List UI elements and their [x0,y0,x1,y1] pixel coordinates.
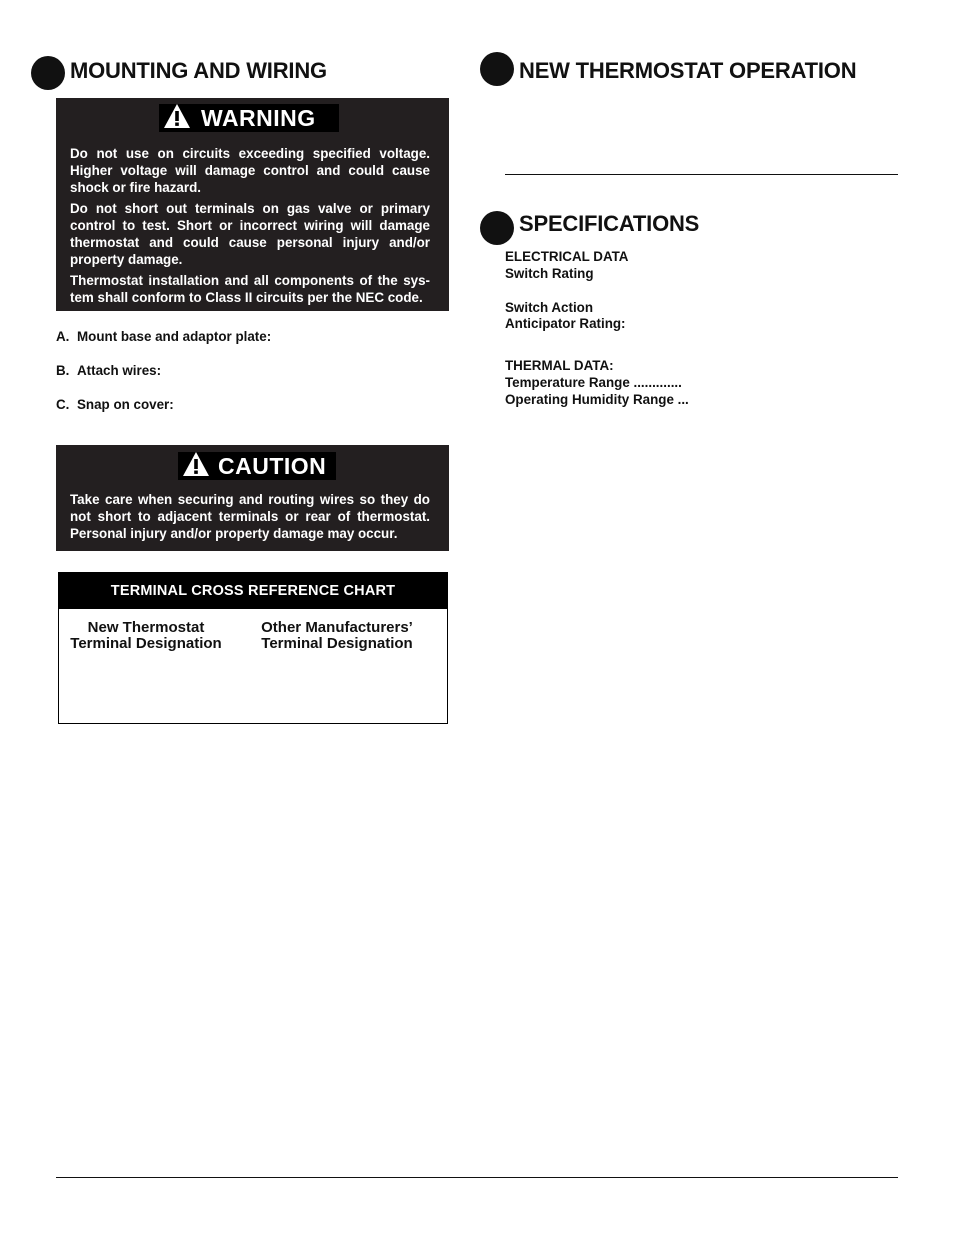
warning-paragraph: Thermostat installation and all components of the sys-tem shall conform to Class II circuits per the NEC code. [70,273,430,305]
warning-text [70,145,430,310]
step-text: Mount base and adaptor plate: [77,329,272,344]
spec-electrical-header: ELECTRICAL DATA [505,249,629,264]
section-divider [505,174,898,175]
step-text: Attach wires: [77,363,162,378]
step-letter: C. [56,397,70,412]
warning-paragraph: Do not use on circuits exceeding specified voltage. Higher voltage will damage control and could cause shock or fire hazard. [70,146,430,195]
spec-thermal-header: THERMAL DATA: [505,358,614,373]
step-c [56,396,174,413]
spec-anticipator-rating: Anticipator Rating: [505,316,626,331]
caution-icon [182,451,210,482]
step-text: Snap on cover: [77,397,174,412]
section-bullet-mounting [31,56,65,90]
chart-column-other-manufacturers [251,620,423,652]
footer-rule [56,1177,898,1178]
spec-temperature-range: Temperature Range ............. [505,375,682,390]
step-letter: B. [56,363,70,378]
step-b [56,362,161,379]
spec-humidity-range: Operating Humidity Range ... [505,392,689,407]
spec-switch-rating: Switch Rating [505,266,594,281]
warning-label: WARNING [201,105,316,131]
section-title-operation: NEW THERMOSTAT OPERATION [519,58,857,83]
column-header-line: Terminal Designation [261,635,413,652]
terminal-cross-reference-chart [58,572,448,724]
caution-text: Take care when securing and routing wires so they do not short to adjacent terminals or rear of thermostat. Personal injury and/or property damage may occur. [70,492,430,541]
spec-switch-action: Switch Action [505,300,594,315]
warning-box [56,98,449,311]
chart-column-new-thermostat [65,620,227,652]
section-bullet-operation [480,52,514,86]
caution-box [56,445,449,551]
section-title-specifications: SPECIFICATIONS [519,211,700,236]
step-a [56,328,271,345]
warning-banner [159,104,339,132]
column-header-line: New Thermostat [87,619,205,636]
section-title-mounting: MOUNTING AND WIRING [70,58,327,83]
warning-paragraph: Do not short out terminals on gas valve or primary control to test. Short or incorrect wiring will damage thermostat and could cause personal injury and/or property damage. [70,201,430,267]
warning-icon [163,103,191,134]
caution-banner [178,452,336,480]
column-header-line: Other Manufacturers’ [261,619,413,636]
column-header-line: Terminal Designation [70,635,222,652]
chart-title: TERMINAL CROSS REFERENCE CHART [59,573,447,609]
section-bullet-specifications [480,211,514,245]
caution-label: CAUTION [218,453,327,479]
step-letter: A. [56,329,70,344]
